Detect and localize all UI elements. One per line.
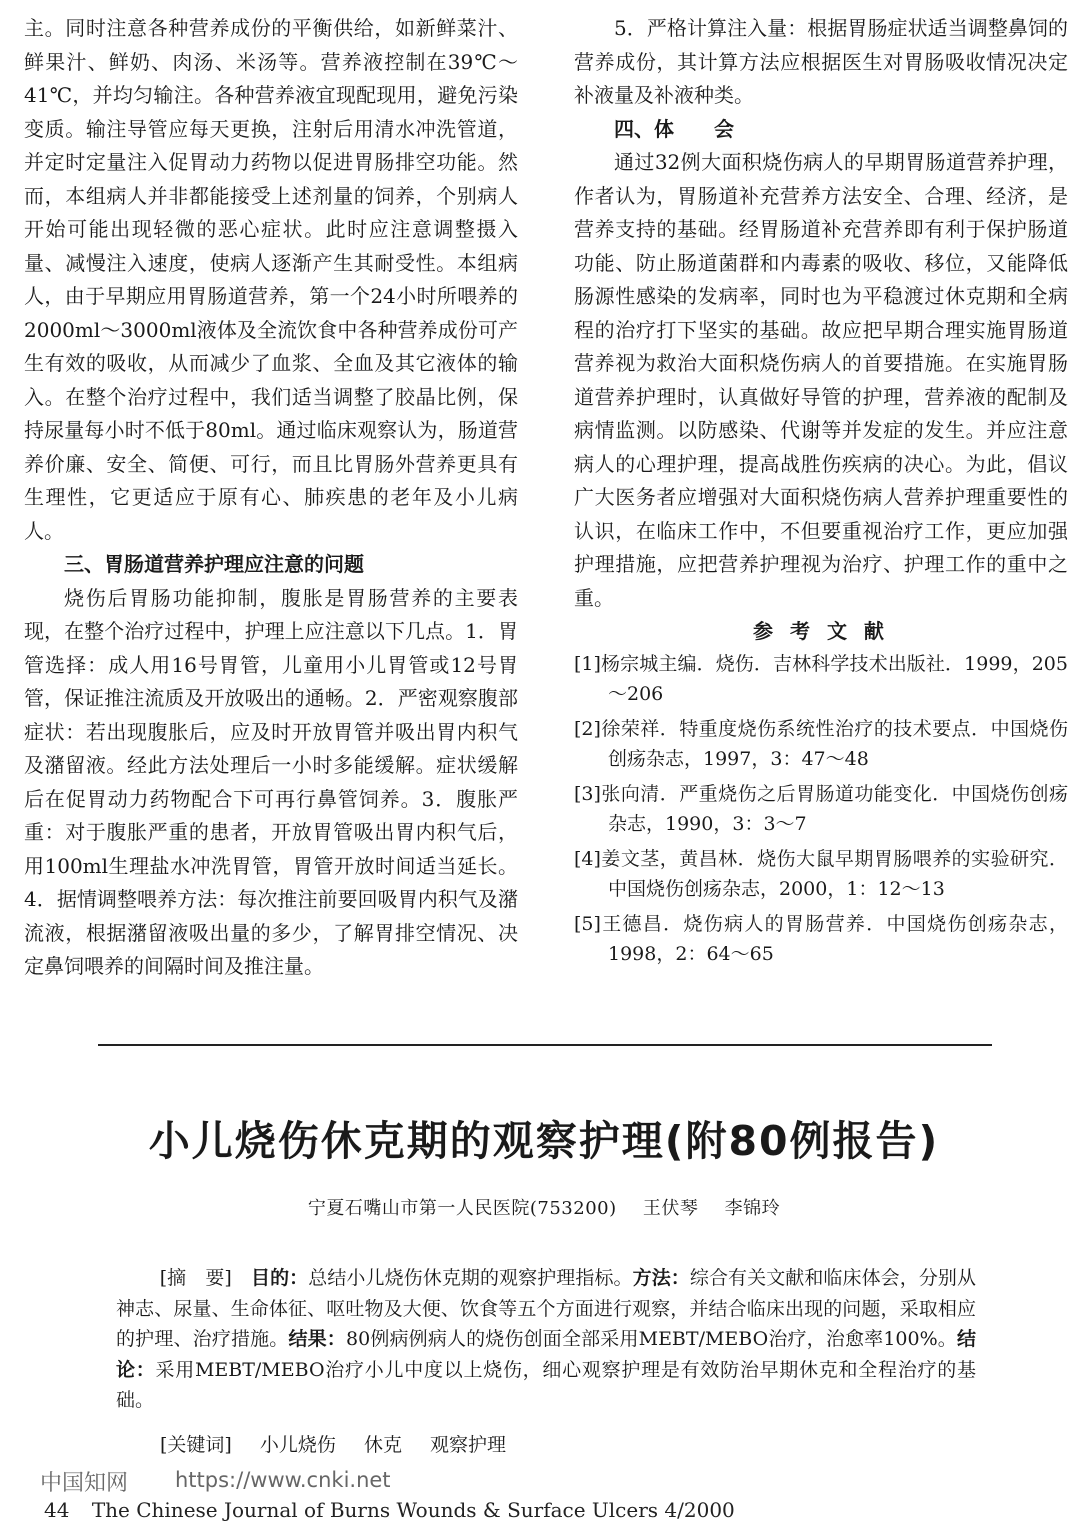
watermark-logo: 中国知网	[40, 1471, 129, 1496]
author-name: 李锦玲	[724, 1198, 781, 1219]
keyword: 观察护理	[430, 1434, 507, 1456]
journal-name: The Chinese Journal of Burns Wounds & Surface Ulcers 4/2000	[91, 1498, 735, 1522]
references-heading: 参 考 文 献	[753, 619, 889, 643]
article-title: 小儿烧伤休克期的观察护理(附80例报告)	[148, 1117, 940, 1165]
author-line	[0, 1194, 1088, 1220]
keyword: 休克	[363, 1434, 402, 1456]
watermark-url[interactable]: https://www.cnki.net	[175, 1468, 391, 1492]
results-label: 结果：	[288, 1328, 346, 1350]
body-paragraph: 通过32例大面积烧伤病人的早期胃肠道营养护理，作者认为，胃肠道补充营养方法安全、合理、经济，是营养支持的基础。经胃肠道补充营养即有利于保护肠道功能、防止肠道菌群和内毒素的吸收、移位，又能降低肠源性感染的发病率，同时也为平稳渡过休克期和全病程的治疗打下坚实的基础。故应把早期合理实施胃肠道营养视为救治大面积烧伤病人的首要措施。在实施胃肠道营养护理时，认真做好导管的护理，营养液的配制及病情监测。以防感染、代谢等并发症的发生。并应注意病人的心理护理，提高战胜伤疾病的决心。为此，倡议广大医务者应增强对大面积烧伤病人营养护理重要性的认识，在临床工作中，不但要重视治疗工作，更应加强护理措施，应把营养护理视为治疗、护理工作的重中之重。	[574, 150, 1068, 610]
section-divider	[98, 1044, 992, 1046]
abstract-label: [摘 要]	[159, 1267, 232, 1289]
results-text: 80例病例病人的烧伤创面全部采用MEBT/MEBO治疗，治愈率100%。	[345, 1328, 957, 1350]
left-column	[24, 12, 518, 984]
abstract	[116, 1263, 976, 1416]
abstract-body	[116, 1263, 976, 1416]
reference-item: [4]姜文茎，黄昌林．烧伤大鼠早期胃肠喂养的实验研究．中国烧伤创疡杂志，2000，1：12～13	[574, 847, 1068, 900]
reference-item: [3]张向清．严重烧伤之后胃肠道功能变化．中国烧伤创疡杂志，1990，3：3～7	[574, 782, 1068, 835]
section-heading: 四、体 会	[614, 116, 734, 141]
conclusion-text: 采用MEBT/MEBO治疗小儿中度以上烧伤，细心观察护理是有效防治早期休克和全程治疗的基础。	[116, 1358, 976, 1411]
section-heading: 三、胃肠道营养护理应注意的问题	[64, 552, 364, 576]
keywords	[160, 1430, 528, 1457]
keywords-label: [关键词]	[160, 1434, 232, 1456]
page-number: 44	[44, 1498, 70, 1522]
conclusion-label: 结论：	[116, 1328, 976, 1381]
methods-text: 综合有关文献和临床体会，分别从神志、尿量、生命体征、呕吐物及大便、饮食等五个方面进行观察，并结合临床出现的问题，采取相应的护理、治疗措施。	[116, 1267, 976, 1350]
objective-label: 目的：	[251, 1267, 309, 1289]
keyword: 小儿烧伤	[259, 1434, 336, 1456]
methods-label: 方法：	[632, 1267, 690, 1289]
body-paragraph: 5．严格计算注入量：根据胃肠症状适当调整鼻饲的营养成份，其计算方法应根据医生对胃肠吸收情况决定补液量及补液种类。	[574, 16, 1068, 107]
institution: 宁夏石嘴山市第一人民医院(753200)	[307, 1198, 617, 1219]
right-column	[574, 12, 1068, 974]
objective-text: 总结小儿烧伤休克期的观察护理指标。	[308, 1267, 633, 1289]
reference-item: [5]王德昌．烧伤病人的胃肠营养．中国烧伤创疡杂志，1998，2：64～65	[574, 912, 1068, 965]
author-name: 王伏琴	[642, 1198, 699, 1219]
body-paragraph: 烧伤后胃肠功能抑制，腹胀是胃肠营养的主要表现，在整个治疗过程中，护理上应注意以下几点。1．胃管选择：成人用16号胃管，儿童用小儿胃管或12号胃管，保证推注流质及开放吸出的通畅。2．严密观察腹部症状：若出现腹胀后，应及时开放胃管并吸出胃内积气及潴留液。经此方法处理后一小时多能缓解。症状缓解后在促胃动力药物配合下可再行鼻管饲养。3．腹胀严重：对于腹胀严重的患者，开放胃管吸出胃内积气后，用100ml生理盐水冲洗胃管，胃管开放时间适当延长。4．据情调整喂养方法：每次推注前要回吸胃内积气及潴流液，根据潴留液吸出量的多少，了解胃排空情况、决定鼻饲喂养的间隔时间及推注量。	[24, 585, 518, 978]
page-footer	[44, 1498, 751, 1522]
reference-item: [2]徐荣祥．特重度烧伤系统性治疗的技术要点．中国烧伤创疡杂志，1997，3：47～48	[574, 717, 1068, 770]
body-paragraph: 主。同时注意各种营养成份的平衡供给，如新鲜菜汁、鲜果汁、鲜奶、肉汤、米汤等。营养液控制在39℃～41℃，并均匀输注。各种营养液宜现配现用，避免污染变质。输注导管应每天更换，注射后用清水冲洗管道，并定时定量注入促胃动力药物以促进胃肠排空功能。然而，本组病人并非都能接受上述剂量的饲养，个别病人开始可能出现轻微的恶心症状。此时应注意调整摄入量、减慢注入速度，使病人逐渐产生其耐受性。本组病人，由于早期应用胃肠道营养，第一个24小时所喂养的2000ml～3000ml液体及全流饮食中各种营养成份可产生有效的吸收，从而减少了血浆、全血及其它液体的输入。在整个治疗过程中，我们适当调整了胶晶比例，保持尿量每小时不低于80ml。通过临床观察认为，肠道营养价廉、安全、简便、可行，而且比胃肠外营养更具有生理性，它更适应于原有心、肺疾患的老年及小儿病人。	[24, 16, 518, 543]
reference-item: [1]杨宗城主编．烧伤．吉林科学技术出版社．1999，205～206	[574, 652, 1068, 705]
